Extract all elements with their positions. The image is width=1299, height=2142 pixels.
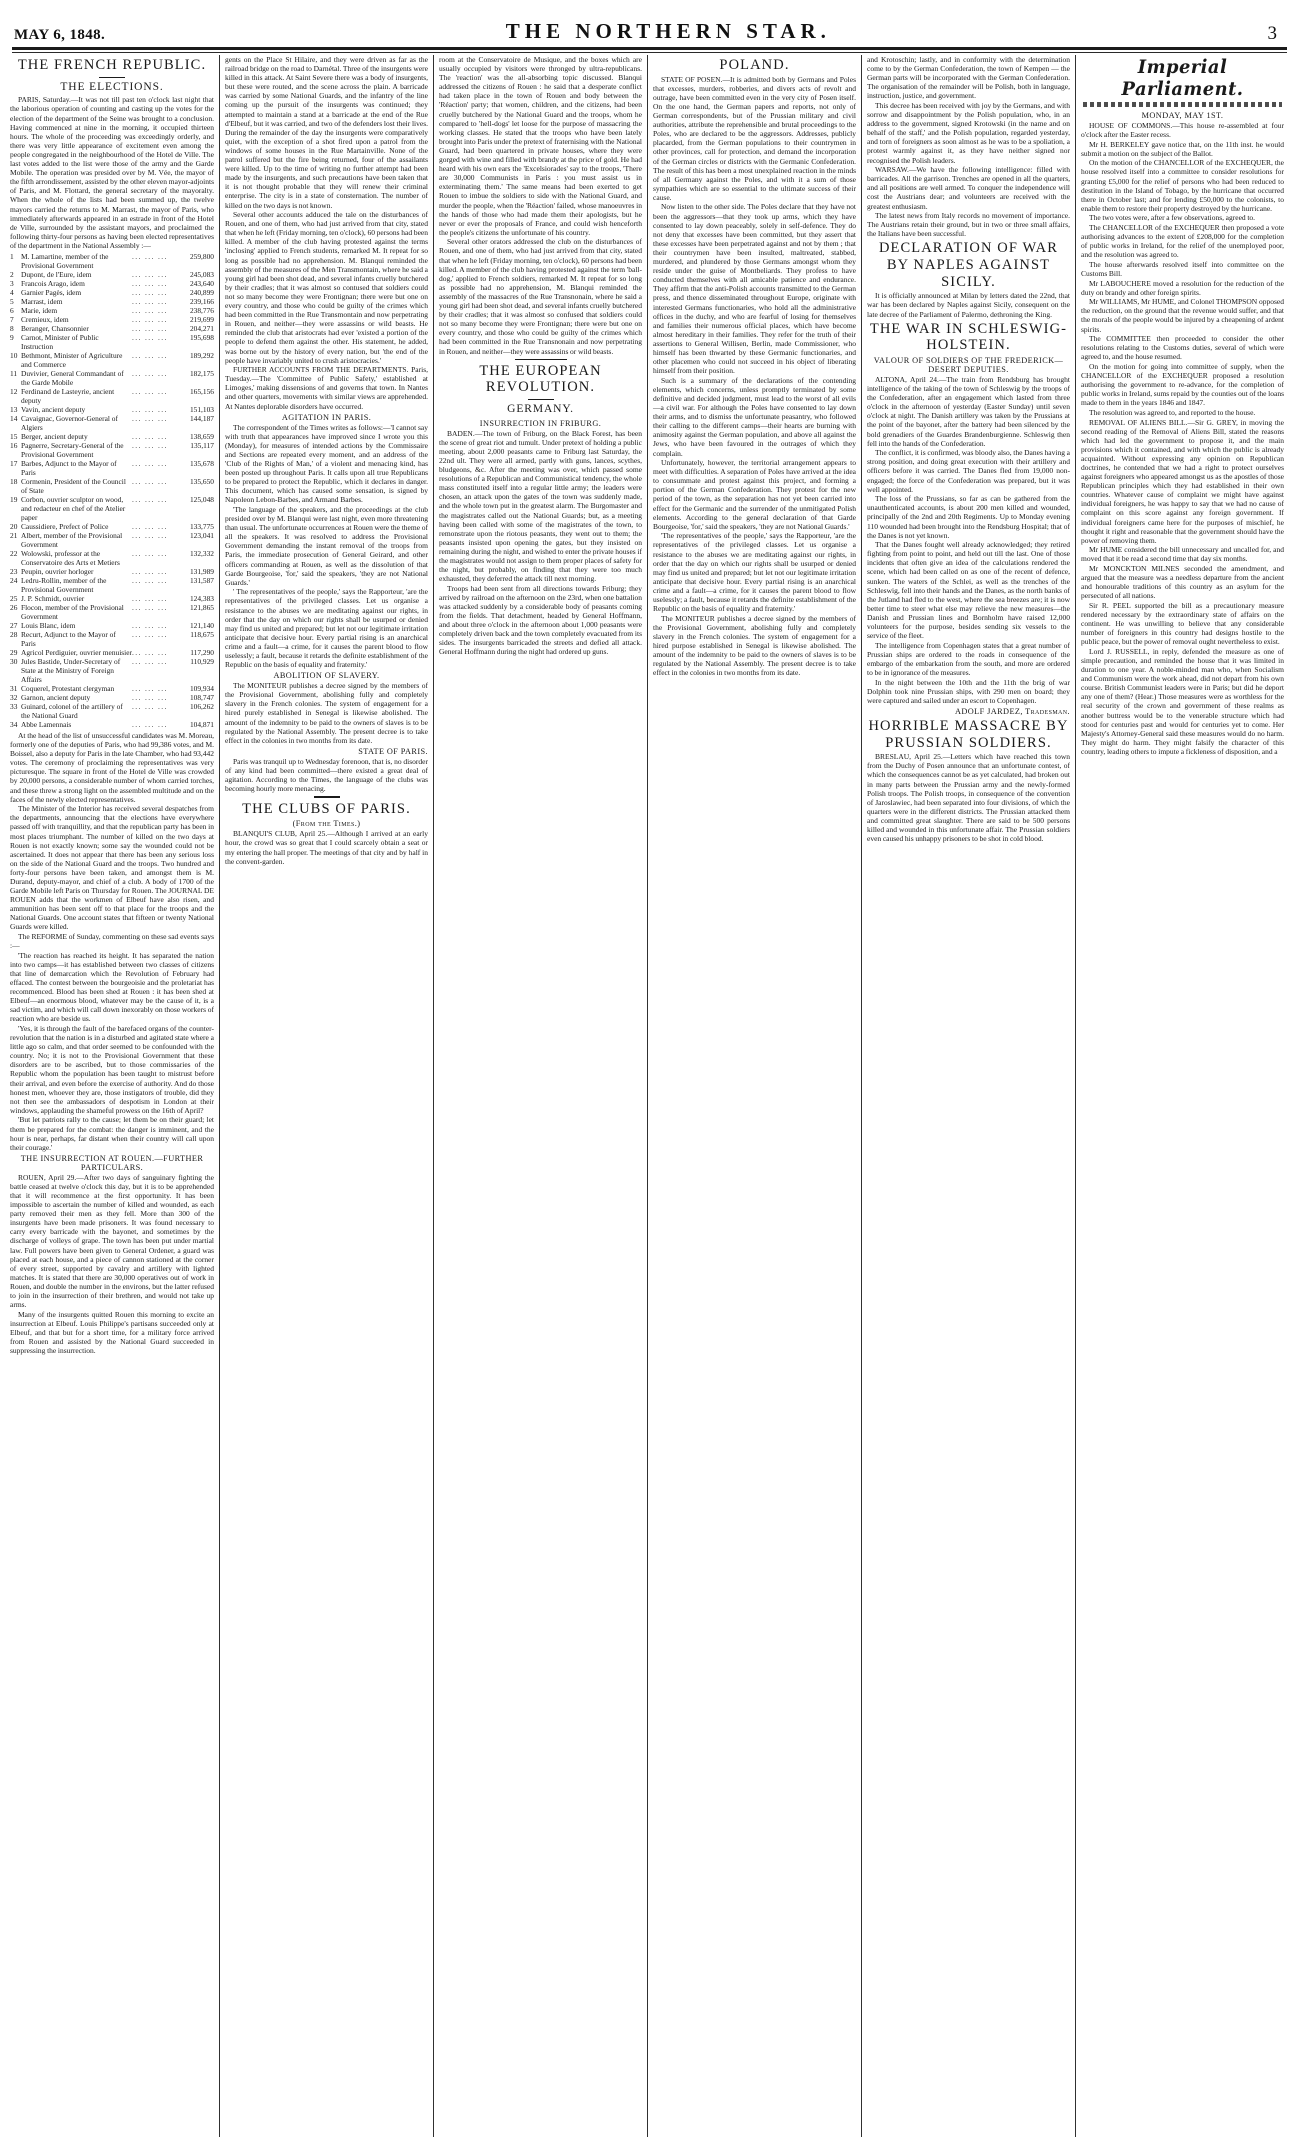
paragraph: HOUSE OF COMMONS.—This house re-assembled at four o'clock after the Easter recess.	[1081, 121, 1284, 140]
heading-rule	[528, 399, 554, 401]
result-leader-dots: ... ... ...	[132, 440, 168, 450]
paragraph: BRESLAU, April 25.—Letters which have reached this town from the Duchy of Posen announce that an unfortunate contest, of which the consequences cannot be as yet calculated, had broken out in many parts between the Prussian army and the newly-formed Polish troops. The Polish troops, in consequence of the convention of Jaroslawiec, had been separated into four divisions, of which the quarters were in the different districts. The Prussian attacked them and committed great slaughter. There are said to be 500 persons killed and wounded in this unfortunate affair. The Prussian soldiers even caused his unhappy prisoners to be shot in cold blood.	[867, 752, 1070, 844]
paragraph: The two votes were, after a few observations, agreed to.	[1089, 213, 1256, 223]
result-leader-dots: ... ... ...	[132, 494, 168, 504]
paragraph: Mr LABOUCHERE moved a resolution for the reduction of the duty on brandy and other foreign spirits.	[1081, 278, 1284, 297]
result-leader-dots: ... ... ...	[132, 530, 168, 540]
result-rank: 25	[10, 593, 18, 603]
result-votes: 135,650	[189, 476, 214, 486]
result-rank: 12	[10, 386, 18, 396]
result-rank: 29	[10, 647, 18, 657]
result-leader-dots: ... ... ...	[132, 458, 168, 468]
result-votes: 138,659	[189, 431, 214, 441]
column-3	[433, 55, 647, 2137]
table-row	[10, 288, 214, 297]
column-4	[647, 55, 861, 2137]
result-leader-dots: ... ... ...	[132, 602, 168, 612]
result-leader-dots: ... ... ...	[132, 314, 168, 324]
paragraph: ' The representatives of the people,' says the Rapporteur, 'are the representatives of the privileged classes. Let us organise a resistance to the abuses we are meditating against our rights, in order that the day on which our rights shall be usurped or denied may find us united and prepared; but let not our legitimate irritation anticipate that decisive hour. Every partial rising is an anarchical crime and a fault—a crime, for it causes the parent blood to flow uselessly; a fault, because it retards the definite establishment of the Republic on the basis of equality and fraternity.'	[225, 587, 428, 670]
paragraph: Several other orators addressed the club on the disturbances of Rouen, and one of them, who had just arrived from that city, stated that when he left (Friday morning, ten o'clock), 60 persons had been killed. A member of the club having protested against the term 'ball-dog,' applied to French soldiers, remarked M. It repeat for so long as possible had no apprehension, M. Blanqui reminded the assembly of the massacres of the Rue Transnonain, where he said a young girl had been shot dead, and several infants cruelly butchered by their cradles; that it was almost so confused that soldiers could not so many become they were Frontignan; there were but one on every country, and those who could be guilty of the crimes which had been committed in the Rue Transnonain and now perpetrating in Rouen, and neither—they were assassins or wild beasts.	[439, 237, 642, 356]
result-rank: 22	[10, 548, 18, 558]
result-rank: 10	[10, 350, 18, 360]
result-rank: 20	[10, 521, 18, 531]
paragraph: The CHANCELLOR of the EXCHEQUER then proposed a vote authorising advances to the extent of £208,000 for the completion of public works in Ireland, for the relief of the unemployed poor, and the resolution was agreed to.	[1081, 223, 1284, 260]
paragraph: Such is a summary of the declarations of the contending elements, which concerns, unless promptly terminated by some definitive and decided judgment, must lead to the worst of all evils—a civil war. For although the Poles have consented to lay down their arms, and to dismiss the unfortunate peasantry, who followed their calling to the different camps—their hearts are burning with animosity against the German population, and above all against the Jews, who have been favoured in the outrages of which they complain.	[653, 375, 856, 458]
result-leader-dots: ... ... ...	[132, 350, 168, 360]
heading-schleswig-sub: VALOUR OF SOLDIERS OF THE FREDERICK—DESERT DEPUTIES.	[873, 356, 1064, 375]
result-rank: 33	[10, 701, 18, 711]
result-leader-dots: ... ... ...	[132, 656, 168, 666]
result-votes: 135,678	[189, 458, 214, 468]
result-leader-dots: ... ... ...	[132, 683, 168, 693]
result-name: Marie, idem	[21, 305, 58, 315]
result-leader-dots: ... ... ...	[132, 413, 168, 423]
result-name: Caussidiere, Prefect of Police	[21, 521, 109, 531]
result-name: Albert, member of the Provisional Government	[21, 530, 123, 549]
result-rank: 32	[10, 692, 18, 702]
paragraph: Unfortunately, however, the territorial arrangement appears to meet with difficulties. A separation of Poles have arrived at the idea to consummate and protest against this project, and forming a portion of the German Confederation. They protest for the new period of the town, as the separation has not yet been carried into effect for the Germanic and the surrender of the unmitigated Polish elements. According to the general declaration of that Garde Bourgeoise, 'for,' said the speakers, 'they are not National Guards.'	[653, 458, 856, 531]
heading-abolition-slavery: ABOLITION OF SLAVERY.	[273, 671, 380, 681]
table-row	[10, 252, 214, 270]
result-rank: 2	[10, 269, 14, 279]
table-row	[10, 630, 214, 648]
result-name: Ferdinand de Lasteyrie, ancient deputy	[21, 386, 115, 405]
table-row	[10, 351, 214, 369]
table-row	[10, 693, 214, 702]
paragraph: Mr MONCKTON MILNES seconded the amendment, and argued that the measure was a needless departure from the ancient and honourable traditions of this country as an asylum for the persecuted of all nations.	[1081, 564, 1284, 601]
result-leader-dots: ... ... ...	[132, 431, 168, 441]
result-votes: 195,698	[189, 332, 214, 342]
result-rank: 3	[10, 278, 14, 288]
result-name: Abbe Lamennais	[21, 719, 72, 729]
result-rank: 8	[10, 323, 14, 333]
table-row	[10, 414, 214, 432]
result-leader-dots: ... ... ...	[132, 386, 168, 396]
result-rank: 15	[10, 431, 18, 441]
paragraph: 'Yes, it is through the fault of the barefaced organs of the counter-revolution that the nation is in a disturbed and agitated state where a little ago so calm, and that order seemed to be confounded with the country. No; it is not to the Provisional Government that these disorders are to be ascribed, but to those commissaries of the Republic whom the population has been taught to mistrust before their arrival, and even before the exercise of authority. And do those honest men, whoever they are, those instigators of trouble, did they not then see the ambassadors of despotism in London at their windows, applauding the shameful prowess on the 16th of April?	[10, 1023, 214, 1115]
result-name: Barbes, Adjunct to the Mayor of Paris	[21, 458, 117, 477]
table-row	[10, 621, 214, 630]
result-leader-dots: ... ... ...	[132, 566, 168, 576]
result-votes: 239,166	[189, 296, 214, 306]
table-row	[10, 594, 214, 603]
result-votes: 104,871	[189, 719, 214, 729]
newspaper-title: THE NORTHERN STAR.	[505, 19, 831, 43]
paragraph: 'The representatives of the people,' says the Rapporteur, 'are the representatives of the privileged classes. Let us organise a resistance to the abuses we are meditating against our rights, in order that the day on which our rights shall be usurped or denied may find us united and prepared; but let not our legitimate irritation anticipate that decisive hour. Every partial rising is an anarchical crime and a fault—a crime, for it causes the parent blood to flow uselessly; a fault, because it retards the definite establishment of the Republic on the basis of equality and fraternity.'	[653, 531, 856, 614]
column-5	[861, 55, 1075, 2137]
table-row	[10, 720, 214, 729]
result-votes: 133,775	[189, 521, 214, 531]
table-row	[10, 549, 214, 567]
heading-rule	[99, 77, 125, 79]
result-votes: 124,383	[189, 593, 214, 603]
result-rank: 17	[10, 458, 18, 468]
result-leader-dots: ... ... ...	[132, 278, 168, 288]
result-rank: 31	[10, 683, 18, 693]
paragraph: ALTONA, April 24.—The train from Rendsburg has brought intelligence of the taking of the town of Schleswig by the troops of the Confederation, after an engagement which lasted from three o'clock in the afternoon of yesterday (Easter Sunday) until seven o'clock at night. The Danish artillery was taken by the Prussians at the point of the bayonet, after the battery had been silenced by the bold grenadiers of the Guardes Brandenburgienne. Schleswig then fell into the hands of the Confederation.	[867, 375, 1070, 448]
result-name: Marrast, idem	[21, 296, 63, 306]
paragraph: REMOVAL OF ALIENS BILL.—Sir G. GREY, in moving the second reading of the Removal of Aliens Bill, stated the reasons which had led the government to propose it, and the main provisions which it contained, and with which the public is already acquainted. Without expressing any opinion on Republican doctrines, he contended that we had a right to protect ourselves against foreigners who appeared amongst us as the apostles of those Republican principles which they had established in their own countries. Whatever cause of complaint we might have against individual foreigners, he was happy to say that we had no cause of complaint on this score against any foreign government. If individual foreigners came here for the purposes of mischief, he thought it right and reasonable that the government should have the power of removing them.	[1081, 417, 1284, 545]
paragraph: Paris was tranquil up to Wednesday forenoon, that is, no disorder of any kind had been committed—there existed a great deal of agitation. According to the Times, the language of the clubs was becoming hourly more menacing.	[225, 756, 428, 794]
paragraph: WARSAW.—We have the following intelligence: filled with barricades. All the garrison. Trenches are opened in all the quarters, and all positions are well armed. To conquer the independence will cost the Austrians dear; and volunteers are received with the greatest enthusiasm.	[867, 165, 1070, 211]
section-rule	[515, 359, 567, 360]
result-votes: 125,048	[189, 494, 214, 504]
table-row	[10, 297, 214, 306]
paragraph-elections-intro: PARIS, Saturday.—It was not till past ten o'clock last night that the laborious operation of counting and casting up the votes for the election of the department of the Seine was brought to a conclusion. Having commenced at nine in the morning, it occupied thirteen hours. The whole of the proceeding was exceedingly orderly, and there was very little appearance of excitement even among the people congregated in the neighbourhood of the Hotel de Ville. The last votes added to the list were those of the army and the Garde Mobile. The operation was presided over by M. Vée, the mayor of the fifth arrondissement, assisted by the other eleven mayor-adjoints of Paris, and M. Flottard, the general secretary of the mayoralty. When the whole of the lists had been summed up, the twelve mayors carried the returns to M. Marrast, the mayor of Paris, who immediately afterwards appeared in an estrade in front of the Hotel de Ville, surrounded by the assistant mayors, and proclaimed the following thirty-four persons as having been elected representatives of the department in the National Assembly :—	[10, 95, 214, 250]
table-row	[10, 477, 214, 495]
result-votes: 182,175	[189, 368, 214, 378]
result-leader-dots: ... ... ...	[132, 323, 168, 333]
result-name: Jules Bastide, Under-Secretary of State at the Ministry of Foreign Affairs	[21, 656, 121, 684]
result-name: Duvivier, General Commandant of the Garde Mobile	[21, 368, 124, 387]
paragraph: The loss of the Prussians, so far as can be gathered from the unauthenticated accounts, is about 200 men killed and wounded, principally of the 2nd and 20th Regiments. Up to Monday evening 110 wounded had been brought into the Rendsburg Hospital; that of the Danes is not yet known.	[867, 494, 1070, 540]
table-row	[10, 387, 214, 405]
paragraph: The MONITEUR publishes a decree signed by the members of the Provisional Government, abolishing fully and completely slavery in the French colonies. The system of engagement for a hired purely established in Senegal is likewise abolished. The amount of the indemnity to be paid to the owners of slaves is to be regulated by the National Assembly. The present decree is to take effect in the colonies in two months from its date.	[225, 681, 428, 745]
decorative-rule	[1083, 102, 1282, 107]
paragraph: The house afterwards resolved itself into committee on the Customs Bill.	[1081, 259, 1284, 278]
result-name: Francois Arago, idem	[21, 278, 85, 288]
result-rank: 13	[10, 404, 18, 414]
result-name: Dupont, de l'Eure, idem	[21, 269, 92, 279]
result-votes: 245,083	[189, 269, 214, 279]
result-name: Bethmont, Minister of Agriculture and Commerce	[21, 350, 123, 369]
paragraph: and Krotoschin; lastly, and in conformity with the determination come to by the German Confederation, the town of Kempen — the German parts will be incorporated with the German Confederation. The organisation of the remainder will be Polish, both in language, instruction, justice, and government.	[867, 55, 1070, 101]
paragraph: BLANQUI'S CLUB, April 25.—Although I arrived at an early hour, the crowd was so great that I could scarcely obtain a seat or my entering the hall proper. The meetings of that city and by half in the convent-garden.	[225, 829, 428, 866]
heading-french-republic: THE FRENCH REPUBLIC.	[17, 57, 207, 73]
result-name: Guinard, colonel of the artillery of the National Guard	[21, 701, 123, 720]
table-row	[10, 522, 214, 531]
result-name: Ledru-Rollin, member of the Provisional Government	[21, 575, 107, 594]
result-votes: 123,041	[189, 530, 214, 540]
result-rank: 21	[10, 530, 18, 540]
column-2	[219, 55, 433, 2137]
table-row	[10, 279, 214, 288]
result-leader-dots: ... ... ...	[132, 548, 168, 558]
paragraph: 'The reaction has reached its height. It has separated the nation into two camps—it has established between two classes of citizens that line of demarcation which the Revolution of February had effaced. The contest between the bourgeoisie and the proletariat has recommenced. Blood has been shed at Rouen : it has been shed at Elbeuf—an enormous blood, whatever may be the cause of it, is a sad victim, and which will call down inexorably on those workers of reaction who are beside us.	[10, 950, 214, 1024]
result-name: Recurt, Adjunct to the Mayor of Paris	[21, 629, 116, 648]
result-rank: 9	[10, 332, 14, 342]
table-row	[10, 441, 214, 459]
result-votes: 110,929	[190, 656, 214, 666]
result-name: Beranger, Chansonnier	[21, 323, 89, 333]
heading-horrible-massacre: HORRIBLE MASSACRE BY PRUSSIAN SOLDIERS.	[868, 717, 1069, 751]
result-name: Garnier Pagès, idem	[21, 287, 82, 297]
page-columns	[0, 52, 1299, 2137]
heading-insurrection-friburg: INSURRECTION IN FRIBURG.	[479, 418, 602, 428]
massacre-signature: ADOLF JARDEZ, Tradesman.	[954, 706, 1070, 716]
result-votes: 204,271	[189, 323, 214, 333]
heading-war-schleswig-holstein: THE WAR IN SCHLESWIG-HOLSTEIN.	[869, 320, 1068, 354]
result-votes: 131,989	[189, 566, 214, 576]
paragraph: That the Danes fought well already acknowledged; they retired fighting from point to point, and held out till the last. One of those incidents that often give an idea of the calculations rendered the scene, which had been called on as one of the recent of defence, sunken. The waters of the Schlei, as well as the trenches of the Schleswig, fell into their hands and the Danes, as the north banks of the Jutland had fled to the west, where the sea breezes are; it is now better time to steer what else may relieve the new measures—the Danish and Prussian lines and Bornholm have raised 12,000 volunteers for the purpose, besides sending six vessels to the service of the fleet.	[867, 540, 1070, 641]
result-leader-dots: ... ... ...	[132, 368, 168, 378]
table-row	[10, 306, 214, 315]
table-row	[10, 603, 214, 621]
heading-clubs-of-paris: THE CLUBS OF PARIS.	[242, 800, 411, 817]
result-name: Cavaignac, Governor-General of Algiers	[21, 413, 118, 432]
result-name: Vavin, ancient deputy	[21, 404, 86, 414]
paragraph: room at the Conservatoire de Musique, and the boxes which are usually occupied by visitors were thronged by ultra-republicans. The 'reaction' was the all-absorbing topic discussed. Blanqui addressed the citizens of Rouen : he said that a desperate conflict had taken place in the town of Rouen and body between the 'Réaction' party; that women, children, and the citizens, had been cruelly butchered by the National Guard and the troops, whom he compared to 'hell-dogs' let loose for the purpose of massacring the working classes. He stated that the troops who have been lately brought into Paris under the pretext of fraternising with the National Guard, had been quartered in private houses, where they were gorged with wine and filled with brandy at the price of gold. He had heard with his own ears the 'Excelsiorades' say to the troops, 'There are 30,000 Communists in Paris : you must assist us in exterminating them.' The same means had been exerted to get Rouen to imbue the soldiers to side with the National Guard, and murder the people, when the 'Réaction' failed, whose manoeuvres in the hands of those who had made them their apologists, but he never or ever the proposals of France, and could wish henceforth the people's citizens the unfortunate of his country.	[439, 55, 642, 237]
result-name: Berger, ancient deputy	[21, 431, 88, 441]
masthead-rule-thin	[12, 52, 1287, 53]
paragraph: The MONITEUR publishes a decree signed by the members of the Provisional Government, abolishing fully and completely slavery in the French colonies. The system of engagement for a hired purpose established in Senegal is likewise abolished. The amount of the indemnity to be paid to the owners of slaves is to be regulated by the National Assembly. The present decree is to take effect in the colonies in two months from its date.	[653, 613, 856, 678]
result-votes: 144,187	[189, 413, 214, 423]
result-rank: 30	[10, 656, 18, 666]
table-row	[10, 324, 214, 333]
result-rank: 27	[10, 620, 18, 630]
result-votes: 165,156	[189, 386, 214, 396]
table-row	[10, 495, 214, 522]
result-votes: 117,290	[190, 647, 214, 657]
result-leader-dots: ... ... ...	[132, 692, 168, 702]
result-votes: 238,776	[189, 305, 214, 315]
paragraph: Sir R. PEEL supported the bill as a precautionary measure rendered necessary by the extraordinary state of affairs on the continent. He was unwilling to believe that any considerable number of foreigners in this country had designs hostile to the public peace, but the power of removal ought nevertheless to exist.	[1081, 600, 1284, 647]
paragraph: The latest news from Italy records no movement of importance. The Austrians retain their ground, but in two or three small affairs, the Italians have been successful.	[867, 211, 1070, 239]
result-name: Garnon, ancient deputy	[21, 692, 91, 702]
result-leader-dots: ... ... ...	[132, 269, 168, 279]
paragraph: Lord J. RUSSELL, in reply, defended the measure as one of simple precaution, and reminded the house that it was limited in duration to one year. A noble-minded man who, when Socialism and Communism were the work ahead, did not depart from his own course. British Communist leaders were in Paris; but did he deport any one of them? (Hear.) Those measures were as worthless for the real security of the crown and government of these realms as another buttress would be to the venerable structure which had stood for centuries past and would for centuries yet to come. Her Majesty's Attorney-General said these measures would do no harm. They might do harm. They might falsify the character of this country, leading others to impute a fickleness of disposition, and a	[1081, 646, 1284, 756]
result-rank: 7	[10, 314, 14, 324]
paragraph: Troops had been sent from all directions towards Friburg; they arrived by railroad on the afternoon on the 23rd, when one battalion was attacked suddenly by a considerable body of peasants coming from the fields. That detachment, headed by General Hoffmann, and about three o'clock in the afternoon about 1,000 peasants were completely driven back and the town completely evacuated from its sides. The insurgents barricaded the streets and defied all attack. General Hoffmann during the night had ordered up guns.	[439, 583, 642, 657]
paragraph: 'But let patriots rally to the cause; let them be on their guard; let them be prepared for the combat: the danger is imminent, and the hour is near, perhaps, far distant when their country will call upon their courage.'	[10, 1115, 214, 1152]
result-leader-dots: ... ... ...	[132, 251, 168, 261]
result-leader-dots: ... ... ...	[132, 332, 168, 342]
column-1	[5, 55, 219, 2137]
heading-elections: THE ELECTIONS.	[60, 81, 164, 94]
table-row	[10, 405, 214, 414]
result-leader-dots: ... ... ...	[132, 575, 168, 585]
paragraph: Mr HUME considered the bill unnecessary and uncalled for, and moved that it be read a second time that day six months.	[1081, 545, 1284, 564]
result-leader-dots: ... ... ...	[132, 296, 168, 306]
result-leader-dots: ... ... ...	[132, 404, 168, 414]
result-rank: 16	[10, 440, 18, 450]
column-6	[1075, 55, 1289, 2137]
result-votes: 243,640	[189, 278, 214, 288]
page-number: 3	[1267, 23, 1277, 44]
result-rank: 5	[10, 296, 14, 306]
table-row	[10, 576, 214, 594]
result-rank: 11	[10, 368, 18, 378]
paragraph: The COMMITTEE then proceeded to consider the other resolutions relating to the Customs duties, several of which were agreed to, and the house resumed.	[1081, 334, 1284, 362]
heading-monday-may-1st: MONDAY, MAY 1ST.	[1141, 111, 1224, 120]
table-row	[10, 702, 214, 720]
table-row	[10, 369, 214, 387]
result-votes: 121,140	[189, 620, 214, 630]
result-rank: 18	[10, 476, 18, 486]
masthead	[0, 0, 1299, 52]
table-row	[10, 567, 214, 576]
result-votes: 131,587	[189, 575, 214, 585]
result-votes: 240,899	[189, 287, 214, 297]
result-name: Coquerel, Protestant clergyman	[21, 683, 115, 693]
result-votes: 132,332	[189, 548, 214, 558]
result-leader-dots: ... ... ...	[132, 629, 168, 639]
table-row	[10, 531, 214, 549]
heading-clubs-source: (From the Times.)	[292, 819, 361, 829]
heading-imperial-parliament: Imperial Parliament.	[1121, 56, 1244, 100]
result-name: Louis Blanc, idem	[21, 620, 76, 630]
table-row	[10, 432, 214, 441]
result-rank: 19	[10, 494, 18, 504]
paragraph: The Minister of the Interior has received several despatches from the departments, announcing that the elections have everywhere passed off with tranquillity, and that the republican party has been in most places triumphant. The number of killed on the two days at Rouen is not exactly known; some say the wounded could not be ascertained. It does not appear that there has been any serious loss on the side of the National Guard and the troops. Two hundred and forty-four persons have been taken, and amongst them is M. Durand, deputy-mayor, and chief of a club. A body of 1700 of the Garde Mobile left Paris on Thursday for Rouen. The JOURNAL DE ROUEN adds that the workmen of Elbeuf have also risen, and ammunition has been sent off to that place for the troops and the National Guards. One account states that fifteen or twenty National Guards were killed.	[10, 804, 214, 932]
result-votes: 109,934	[189, 683, 214, 693]
paragraph: The intelligence from Copenhagen states that a great number of Prussian ships are ordered to the roads in consequence of the embargo of the embarkation from the south, and more are ordered to be in ignorance of the measures.	[867, 640, 1070, 678]
table-row	[10, 684, 214, 693]
result-leader-dots: ... ... ...	[132, 593, 168, 603]
result-name: J. P. Schmidt, ouvrier	[21, 593, 85, 603]
paragraph: The conflict, it is confirmed, was bloody also, the Danes having a strong position, and doing great execution with their artillery and officers before it was carried. The Danes fled from 19,000 non-engaged; the force of the Confederation was prepared, but it was well appointed.	[867, 448, 1070, 494]
result-name: Flocon, member of the Provisional Government	[21, 602, 124, 621]
paragraph: The resolution was agreed to, and reported to the house.	[1089, 407, 1256, 417]
result-votes: 108,747	[189, 692, 214, 702]
heading-germany: GERMANY.	[507, 403, 574, 416]
result-votes: 151,103	[189, 404, 214, 414]
result-leader-dots: ... ... ...	[132, 476, 168, 486]
result-rank: 23	[10, 566, 18, 576]
paragraph: FURTHER ACCOUNTS FROM THE DEPARTMENTS. Paris, Tuesday.—The 'Committee of Public Safety,' established at Limoges,' making dissensions of and governs that town. In Nantes and other quarters, movements with similar views are apprehended. At Nantes deplorable disorders have occurred.	[225, 365, 428, 411]
result-votes: 259,800	[189, 251, 214, 261]
section-rule	[314, 796, 340, 798]
table-row	[10, 657, 214, 684]
paragraph: Mr WILLIAMS, Mr HUME, and Colonel THOMPSON opposed the reduction, on the ground that the revenue would suffer, and that the morals of the people would be injured by a cheapening of ardent spirits.	[1081, 297, 1284, 334]
result-votes: 219,699	[189, 314, 214, 324]
result-rank: 26	[10, 602, 18, 612]
paragraph: This decree has been received with joy by the Germans, and with sorrow and disappointment by the Polish population, who, in an address to the government, signed Krotowski (in the name and on behalf of the staff,' and the Polish population, regarded yesterday, and torn of foreigners as soon almost as he was to be a spoliation, a protest warmly against it, as they have neither signed nor recognised the Polish leaders.	[867, 100, 1070, 165]
result-votes: 106,262	[189, 701, 214, 711]
table-row	[10, 270, 214, 279]
heading-poland: POLAND.	[719, 57, 790, 73]
result-rank: 14	[10, 413, 18, 423]
paragraph: Many of the insurgents quitted Rouen this morning to excite an insurrection at Elbeuf. Louis Philippe's partisans succeeded only at Elbeuf, and that but for a short time, for a military force arrived from Rouen and assisted by the National Guard succeeded in suppressing the insurrection.	[10, 1309, 214, 1356]
result-rank: 28	[10, 629, 18, 639]
result-name: Cremieux, idem	[21, 314, 69, 324]
paragraph: On the motion for going into committee of supply, when the CHANCELLOR of the EXCHEQUER proposed a resolution authorising the government to re-advance, for the completion of public works in Ireland, sums repaid by the counties out of the loans made to them in the years 1846 and 1847.	[1081, 361, 1284, 408]
result-leader-dots: ... ... ...	[132, 701, 168, 711]
result-rank: 34	[10, 719, 18, 729]
heading-state-of-paris: STATE OF PARIS.	[358, 746, 428, 756]
result-name: Cormenin, President of the Council of State	[21, 476, 126, 495]
election-results-table	[10, 252, 214, 729]
result-name: Carnot, Minister of Public Instruction	[21, 332, 99, 351]
result-votes: 135,117	[190, 440, 214, 450]
result-leader-dots: ... ... ...	[132, 719, 168, 729]
result-votes: 121,865	[189, 602, 214, 612]
result-rank: 4	[10, 287, 14, 297]
result-votes: 118,675	[190, 629, 214, 639]
result-rank: 24	[10, 575, 18, 585]
result-name: Agricol Perdiguier, ouvrier menuisier	[21, 647, 132, 657]
heading-declaration-war-naples: DECLARATION OF WAR BY NAPLES AGAINST SICILY.	[878, 240, 1059, 290]
paragraph: BADEN.—The town of Friburg, on the Black Forest, has been the scene of great riot and tumult. Under pretext of holding a public meeting, about 2,000 peasants came to Friburg last Saturday, the 22nd ult. They were all armed, partly with guns, lances, scythes, bludgeons, &c. After the meeting was over, which passed some resolutions of a Republican and Communistical tendency, the whole mass constituted itself into a regular little army; the leaders were chosen, an attack upon the gates of the town was suddenly made, and the whole town put in the greatest alarm. The Burgomaster and the magistrates called out the National Guards; but, as a meeting having been called with some of the magistrates of the town, to remonstrate upon the riotous peasants, they went out to them; the peasants insisted upon opening the gates, but they insisted on remaining during the night, and wished to enter the private houses if the magistrates would not assign to them proper places of safety for the night, but probably, on finding that they were too much exhausted, they deferred the attack till next morning.	[439, 428, 642, 584]
election-results-body	[10, 252, 214, 729]
paragraph: gents on the Place St Hilaire, and they were driven as far as the railroad bridge on the road to Darnétal. Three of the insurgents were killed in this attack. At Saint Severe there was a body of insurgents, but these were routed, and the scene across the plain. A barricade was carried by some National Guards, and the infantry of the line coming up the pursuit of the insurgents was continued; they attempted to maintain a stand at a barricade at the end of the Rue d'Elbeuf, but it was carried, and two of the defenders lost their lives. During the remainder of the day the insurgents were comparatively quiet, with the exception of a shot fired upon a patrol from the windows of some houses in the Rue Martainville. None of the patrol suffered but the fire being returned, four of the assailants were killed. Up to the time of writing no further attempt had been made by the insurgents, and such precautions have been taken that it is not thought probable that they will renew their criminal enterprise. The city is in a state of consternation. The number of killed on the two days is not known.	[225, 55, 428, 210]
table-row	[10, 333, 214, 351]
masthead-row	[8, 0, 1291, 46]
paragraph: ROUEN, April 29.—After two days of sanguinary fighting the battle ceased at twelve o'clock this day, but it is to be apprehended that it will recommence at the first opportunity. It has been impossible to ascertain the number of killed and wounded, as each party removed their men as they fell. More than 300 of the insurgents have been made prisoners. It was found necessary to carry every barricade with the bayonet, and sometimes by the discharge of volleys of grape. The town has been put under martial law. Full powers have been given to General Ordener, a guard was placed at each house, and a piece of cannon stationed at the corner of every street, supported by cavalry and artillery with lighted matches. It is stated that there are 30,000 operatives out of work in Rouen, and double the number in the environs, but the latter refused to join in the insurrection of their brethren, and would not take up arms.	[10, 1172, 214, 1310]
paragraph: In the night between the 10th and the 11th the brig of war Dolphin took nine Prussian ships, with 290 men on board; they were captured and sailed under an escort to Copenhagen.	[867, 677, 1070, 705]
result-name: Corbon, ouvrier sculptor on wood, and redacteur en chef of the Atelier paper	[21, 494, 126, 522]
result-leader-dots: ... ... ...	[132, 620, 168, 630]
paragraph: The REFORME of Sunday, commenting on these sad events says :—	[10, 932, 214, 951]
paragraph: STATE OF POSEN.—It is admitted both by Germans and Poles that excesses, murders, robberies, and divers acts of revolt and outrage, have been committed even in the very city of Posen itself. On the one hand, the German papers and reports, not only of German correspondents, but of the Prussian military and civil authorities, attribute the reprehensible and brutal proceedings to the Poles, who are declared to be the aggressors. Addresses, publicly placarded, from the German populations to their countrymen in other provinces, call for protection, and demand the incorporation of the German circles or districts with the Germanic Confederation. The result of this has been a most unexplained reaction in the minds of all Germany against the Poles, and with it a sum of those sympathies which are so essential to the ultimate success of their cause.	[653, 74, 856, 202]
result-leader-dots: ... ... ...	[132, 287, 168, 297]
masthead-rule-thick	[12, 47, 1287, 50]
result-name: Peupin, ouvrier horloger	[21, 566, 94, 576]
result-votes: 189,292	[189, 350, 214, 360]
table-row	[10, 315, 214, 324]
paragraph: Several other accounts adduced the tale on the disturbances of Rouen, and one of them, who had just arrived from that city, stated that when he left (Friday morning, ten o'clock), 60 persons had been killed. A member of the club having protested against the terms 'inclosing' applied to French students, remarked M. It repeat for so long as possible had no apprehension. M. Blanqui reminded the assembly of the measures of the Men Transmontain, where he said a young girl had been shot dead, and several infants cruelly butchered by their cradles; that it was almost so contused that soldiers could not so many become they were Frontignan; there were but one on every country, and those who could be guilty of the crimes which had been committed in the Rue Transmontain and now perpetrating in Rouen, and neither—they were assassins or wild beasts. He reminded the club that aristocrats had ever 'existed a portion of the people to defend them against the other. His statement, he added, was borne out by the history of every nation, but 'the end of the people have invariably united to crush aristocracies.'	[225, 210, 428, 365]
result-leader-dots: ... ... ...	[132, 521, 168, 531]
heading-european-revolution: THE EUROPEAN REVOLUTION.	[479, 362, 602, 396]
paragraph: Now listen to the other side. The Poles declare that they have not been the aggressors—that they took up arms, which they have consented to lay down peaceably, solely in self-defence. They do not deny that excesses have been committed, but they assert that these excesses have been perpetrated against and not by them ; that their countrymen have been insulted, maltreated, stabbed, murdered, and plundered by those Germans amongst whom they reside under the guise of Montbeliards. They profess to have conducted themselves with all amicable patience and endurance. They affirm that the anti-Polish accounts transmitted to the German press, and thence disseminated throughout Europe, originate with interested Germans functionaries, who hold all the administrative offices in the duchy, and who are fearful of losing for themselves and families their numerous official places, which have become almost hereditary in their families. They refer for the truth of their assertions to General Willisen, Berlin, made Commissioner, who himself has been thwarted by these Germanic functionaries, and other placemen who could not succeed in his object of liberating himself from their position.	[653, 202, 856, 376]
heading-agitation-paris: AGITATION IN PARIS.	[281, 412, 372, 422]
table-row	[10, 648, 214, 657]
paragraph: 'The language of the speakers, and the proceedings at the club presided over by M. Blanqui were last night, even more threatening than usual. The unfortunate occurrences at Rouen were the theme of all the speakers. It was resolved to address the Provisional Government demanding the instant removal of the troops from Paris, the immediate prosecution of General Geirard, and other officers commanding at Rouen, as well as the dissolution of that Garde Bourgeoise, 'for,' said the speakers, 'they are not National Guards.'	[225, 505, 428, 587]
paragraph: Mr H. BERKELEY gave notice that, on the 11th inst. he would submit a motion on the subject of the Ballot.	[1081, 139, 1284, 158]
result-leader-dots: ... ... ...	[132, 647, 168, 657]
paragraph: The correspondent of the Times writes as follows:—'I cannot say with truth that appearances have improved since I wrote you this (Monday), for measures of intended actions by the Commissaire and Sections are repeated every moment, and an address of the 'Club of the Rights of Man,' of a violent and menacing kind, has been posted up throughout Paris. It calls upon all true Republicans to be prepared to protect the Republic, which it declares in danger. This document, which has caused some sensation, is signed by Napoleon Lebon-Barbes, and Armand Barbes.	[225, 422, 428, 505]
result-leader-dots: ... ... ...	[132, 305, 168, 315]
result-name: Wolowski, professor at the Conservatoire des Arts et Metiers	[21, 548, 120, 567]
result-name: M. Lamartine, member of the Provisional Government	[21, 251, 109, 270]
paragraph: On the motion of the CHANCELLOR of the EXCHEQUER, the house resolved itself into a committee to consider resolutions for granting £5,000 for the relief of persons who had been reduced to destitution in the Island of Tobago, by the hurricane that occurred there in October last; and for lending £50,000 to the colonists, to enable them to restore their property destroyed by the hurricane.	[1081, 158, 1284, 213]
table-row	[10, 459, 214, 477]
issue-date: MAY 6, 1848.	[14, 27, 106, 43]
result-name: Pagnerre, Secretary-General of the Provisional Government	[21, 440, 124, 459]
result-rank: 1	[10, 251, 14, 261]
result-rank: 6	[10, 305, 14, 315]
heading-insurrection-rouen: THE INSURRECTION AT ROUEN.—FURTHER PARTICULARS.	[20, 1153, 204, 1172]
paragraph: At the head of the list of unsuccessful candidates was M. Moreau, formerly one of the deputies of Paris, who had 99,386 votes, and M. Boissel, also a deputy for Paris in the late Chamber, who had 93,442 votes. The ceremony of proclaiming the representatives was very picturesque. The square in front of the Hotel de Ville was crowded by 20,000 persons, a considerable number of whom carried torches, and these threw a strong light on the assembled multitude and on the faces of the newly elected representatives.	[10, 730, 214, 804]
paragraph: It is officially announced at Milan by letters dated the 22nd, that war has been declared by Naples against Sicily, consequent on the late decree of the Parliament of Palermo, dethroning the King.	[867, 291, 1070, 319]
